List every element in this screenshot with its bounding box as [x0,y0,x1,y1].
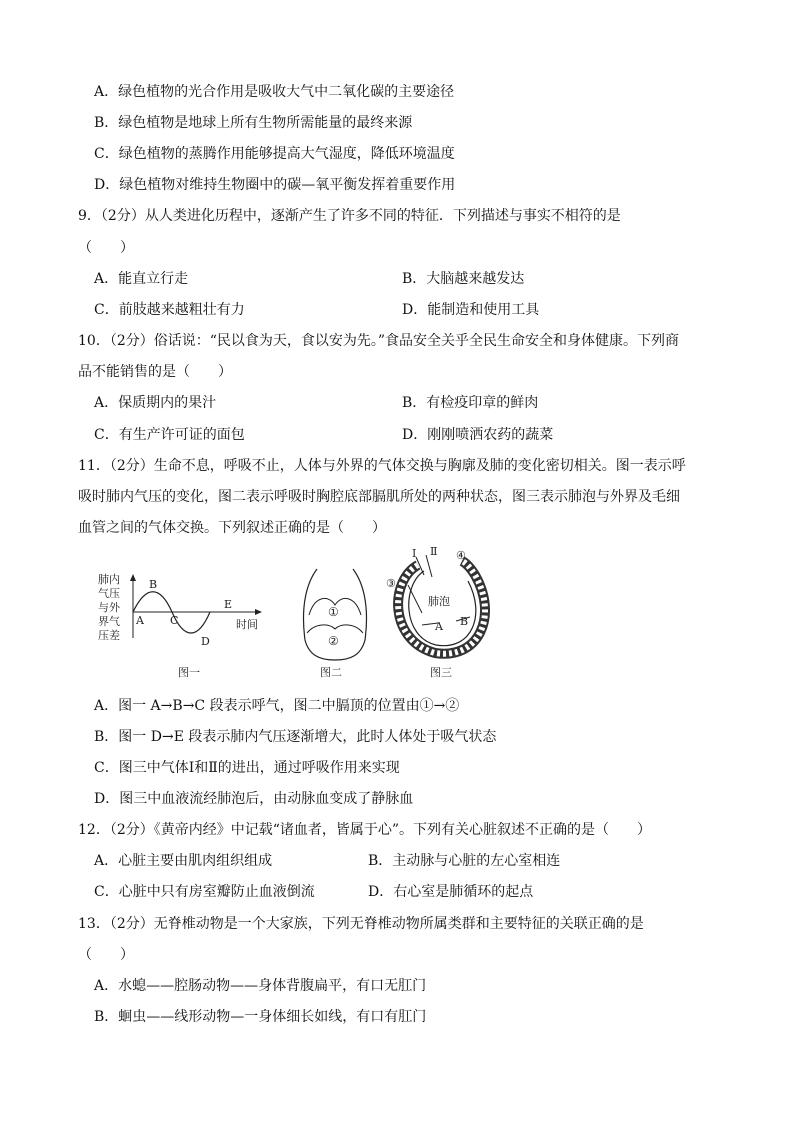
q12-option-a: A．心脏主要由肌肉组织组成 [94,853,273,869]
q8-option-b: B．绿色植物是地球上所有生物所需能量的最终来源 [94,115,413,131]
q9-stem: 9．（2分）从人类进化历程中，逐渐产生了许多不同的特征．下列描述与事实不相符的是 [78,208,621,224]
q8-option-a: A．绿色植物的光合作用是吸收大气中二氧化碳的主要途径 [94,84,455,100]
fig1-y-arrow [130,574,136,581]
fig1-ylabel-5: 压差 [98,629,120,642]
q12-stem: 12．（2分）《黄帝内经》中记载“诸血者，皆属于心”。下列有关心脏叙述不正确的是（ ） [78,822,652,838]
fig3-arrow-3 [408,585,422,613]
q9-option-b: B．大脑越来越发达 [402,271,525,287]
figure-3-alveolus [380,545,500,665]
figure-2-diaphragm [295,565,375,665]
fig1-point-e: E [224,598,233,611]
q13-option-a: A．水螅——腔肠动物——身体背腹扁平，有口无肛门 [94,978,427,994]
q12-option-b: B．主动脉与心脏的左心室相连 [368,853,561,869]
fig3-arrow-out [426,555,432,577]
q11-stem-line3: 血管之间的气体交换。下列叙述正确的是（ ） [78,520,386,536]
fig1-point-d: D [201,635,210,648]
q9-option-d: D．能制造和使用工具 [402,302,540,318]
q11-option-d: D．图三中血液流经肺泡后，由动脉血变成了静脉血 [94,791,414,807]
fig2-label-2: ② [328,634,339,648]
fig3-label-b: B [460,615,469,628]
q12-option-c: C．心脏中只有房室瓣防止血液倒流 [94,884,315,900]
fig1-ylabel-1: 肺内 [98,573,120,586]
q11-stem-line1: 11．（2分）生命不息，呼吸不止，人体与外界的气体交换与胸廓及肺的变化密切相关。图一表示呼 [78,458,686,474]
fig3-label-4: ④ [456,549,466,562]
q11-option-c: C．图三中气体Ⅰ和Ⅱ的进出，通过呼吸作用来实现 [94,760,400,776]
fig3-label-alveolus: 肺泡 [428,595,450,608]
q13-option-b: B．蛔虫——线形动物—一身体细长如线，有口有肛门 [94,1009,427,1025]
figure-1-caption: 图一 [178,666,200,679]
fig3-label-ii: Ⅱ [430,545,438,558]
q13-stem: 13．（2分）无脊椎动物是一个大家族，下列无脊椎动物所属类群和主要特征的关联正确的是 [78,916,644,932]
fig1-xlabel: 时间 [236,618,258,631]
fig3-alveolus-wall [409,571,476,646]
q8-option-d: D．绿色植物对维持生物圈中的碳—氧平衡发挥着重要作用 [94,177,456,193]
fig1-point-c: C [170,614,179,627]
fig1-ylabel-4: 界气 [98,615,120,628]
q12-option-d: D．右心室是肺循环的起点 [368,884,534,900]
fig1-x-arrow [255,609,262,615]
q10-stem-line1: 10．（2分）俗话说：“民以食为天，食以安为先。”食品安全关乎全民生命安全和身体健康。下列商 [78,333,680,349]
q10-option-b: B．有检疫印章的鲜肉 [402,395,539,411]
q9-option-c: C．前肢越来越粗壮有力 [94,302,245,318]
fig2-label-1: ① [328,605,339,619]
fig3-label-i: Ⅰ [412,547,417,560]
fig3-label-a: A [435,620,443,633]
q9-answer-paren: （ ） [78,240,134,256]
q11-stem-line2: 吸时肺内气压的变化，图二表示呼吸时胸腔底部膈肌所处的两种状态，图三表示肺泡与外界及毛细 [78,489,680,505]
fig2-diaphragm-contracted [307,625,363,633]
q11-option-a: A．图一 A→B→C 段表示呼气，图二中膈顶的位置由①→② [94,698,460,714]
q9-option-a: A．能直立行走 [94,271,189,287]
q8-option-c: C．绿色植物的蒸腾作用能够提高大气湿度，降低环境温度 [94,146,455,162]
fig1-point-b: B [149,578,158,591]
fig3-label-3: ③ [386,577,396,590]
q10-option-d: D．刚刚喷洒农药的蔬菜 [402,427,554,443]
q13-answer-paren: （ ） [78,947,134,963]
figure-3-caption: 图三 [430,666,452,679]
fig1-ylabel-2: 气压 [98,587,120,600]
q10-option-c: C．有生产许可证的面包 [94,427,245,443]
fig1-point-a: A [136,614,144,627]
q10-stem-line2: 品不能销售的是（ ） [78,364,232,380]
figure-2-caption: 图二 [320,666,342,679]
q10-option-a: A．保质期内的果汁 [94,395,217,411]
fig1-ylabel-3: 与外 [98,601,120,614]
q11-option-b: B．图一 D→E 段表示肺内气压逐渐增大，此时人体处于吸气状态 [94,729,497,745]
